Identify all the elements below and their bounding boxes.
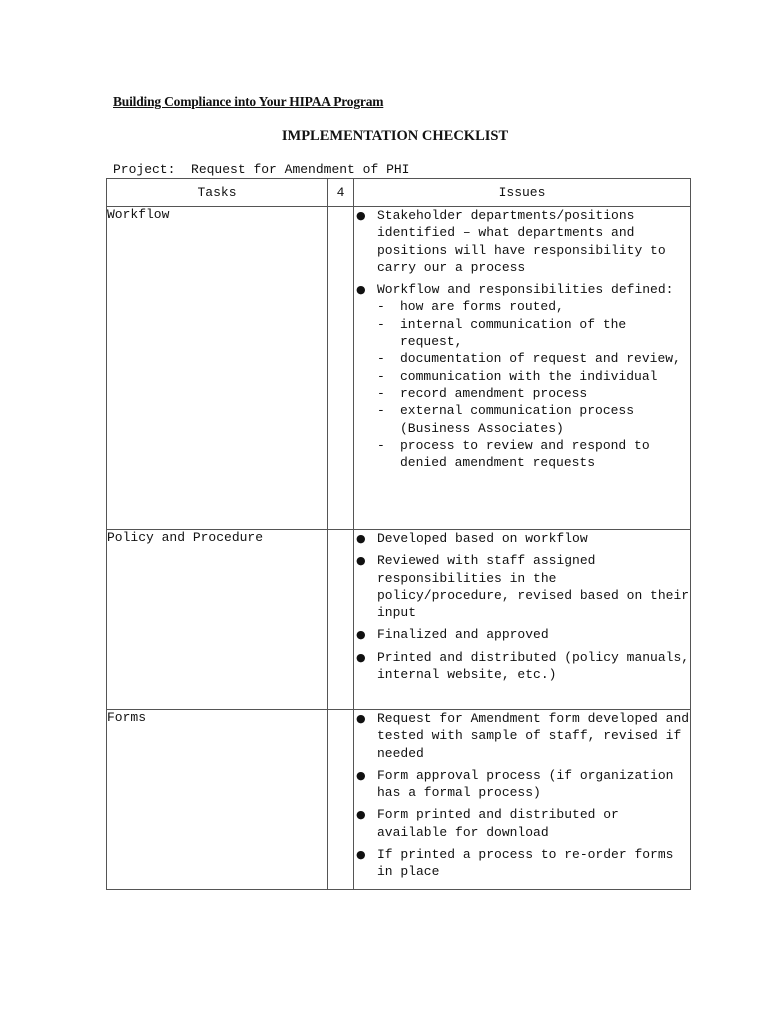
bullet-icon: ● — [356, 712, 366, 725]
issue-text: Workflow and responsibilities defined: — [377, 282, 674, 298]
issue-item — [354, 207, 690, 276]
sub-issue-text: documentation of request and review, — [400, 351, 681, 367]
table-header-row — [107, 179, 691, 207]
check-cell — [328, 710, 354, 890]
dash-icon: - — [377, 403, 385, 419]
bullet-icon: ● — [356, 768, 366, 782]
issues-column-header: Issues — [354, 179, 691, 207]
issue-text: Form printed and distributed or available for download — [377, 807, 619, 840]
bullet-icon: ● — [356, 808, 366, 822]
issue-item — [354, 626, 690, 643]
bullet-icon: ● — [356, 209, 366, 222]
issue-text: Stakeholder departments/positions identified – what departments and positions will have responsibility to carry our a process — [377, 208, 666, 275]
sub-issue-item — [377, 437, 690, 472]
tasks-column-header: Tasks — [107, 179, 328, 207]
bullet-icon: ● — [356, 283, 366, 297]
issue-item — [354, 649, 690, 684]
issue-item — [354, 710, 690, 762]
issue-item — [354, 767, 690, 802]
table-row — [107, 530, 691, 710]
issue-text: If printed a process to re-order forms in place — [377, 847, 674, 880]
sub-issue-text: communication with the individual — [400, 368, 658, 384]
table-row — [107, 710, 691, 890]
issue-item — [354, 281, 690, 471]
issues-cell — [354, 530, 691, 710]
dash-icon: - — [377, 299, 385, 315]
table-row — [107, 207, 691, 530]
issue-list — [354, 207, 690, 471]
sub-issue-text: external communication process (Business Associates) — [400, 403, 635, 436]
bullet-icon: ● — [356, 532, 366, 545]
bullet-icon: ● — [356, 650, 366, 664]
issue-item — [354, 530, 690, 547]
sub-issue-item — [377, 402, 690, 437]
bullet-icon: ● — [356, 628, 366, 642]
sub-issue-item — [377, 316, 690, 351]
task-cell: Policy and Procedure — [107, 530, 328, 710]
issues-cell — [354, 207, 691, 530]
issue-text: Finalized and approved — [377, 627, 549, 643]
issue-text: Developed based on workflow — [377, 531, 588, 546]
sub-issue-text: internal communication of the request, — [400, 316, 627, 350]
sub-issue-text: process to review and respond to denied amendment requests — [400, 437, 650, 471]
dash-icon: - — [377, 368, 385, 384]
check-column-header: 4 — [328, 179, 354, 207]
dash-icon: - — [377, 385, 385, 401]
check-cell — [328, 207, 354, 530]
checklist-title: IMPLEMENTATION CHECKLIST — [281, 128, 509, 144]
sub-issue-list — [377, 298, 690, 471]
sub-issue-text: how are forms routed, — [400, 299, 564, 315]
issue-text: Request for Amendment form developed and tested with sample of staff, revised if needed — [377, 711, 690, 761]
task-cell: Workflow — [107, 207, 328, 530]
issue-item — [354, 806, 690, 841]
check-cell — [328, 530, 354, 710]
sub-issue-item — [377, 368, 690, 385]
sub-issue-text: record amendment process — [400, 385, 588, 401]
issue-item — [354, 846, 690, 881]
issue-text: Printed and distributed (policy manuals, internal website, etc.) — [377, 649, 690, 683]
issue-item — [354, 552, 690, 621]
checklist-table — [106, 178, 691, 890]
task-cell: Forms — [107, 710, 328, 890]
dash-icon: - — [377, 351, 385, 367]
dash-icon: - — [377, 437, 385, 453]
sub-issue-item — [377, 385, 690, 402]
project-label: Project: — [113, 162, 176, 177]
dash-icon: - — [377, 316, 385, 332]
sub-issue-item — [377, 350, 690, 367]
bullet-icon: ● — [356, 554, 366, 568]
issue-text: Form approval process (if organization has a formal process) — [377, 767, 674, 801]
issue-list — [354, 710, 690, 881]
issue-list — [354, 530, 690, 683]
issues-cell — [354, 710, 691, 890]
document-header: Building Compliance into Your HIPAA Program — [113, 94, 384, 109]
bullet-icon: ● — [356, 848, 366, 862]
project-value: Request for Amendment of PHI — [191, 162, 410, 177]
issue-text: Reviewed with staff assigned responsibilities in the policy/procedure, revised based on their input — [377, 553, 690, 621]
sub-issue-item — [377, 298, 690, 315]
project-line — [113, 162, 409, 177]
